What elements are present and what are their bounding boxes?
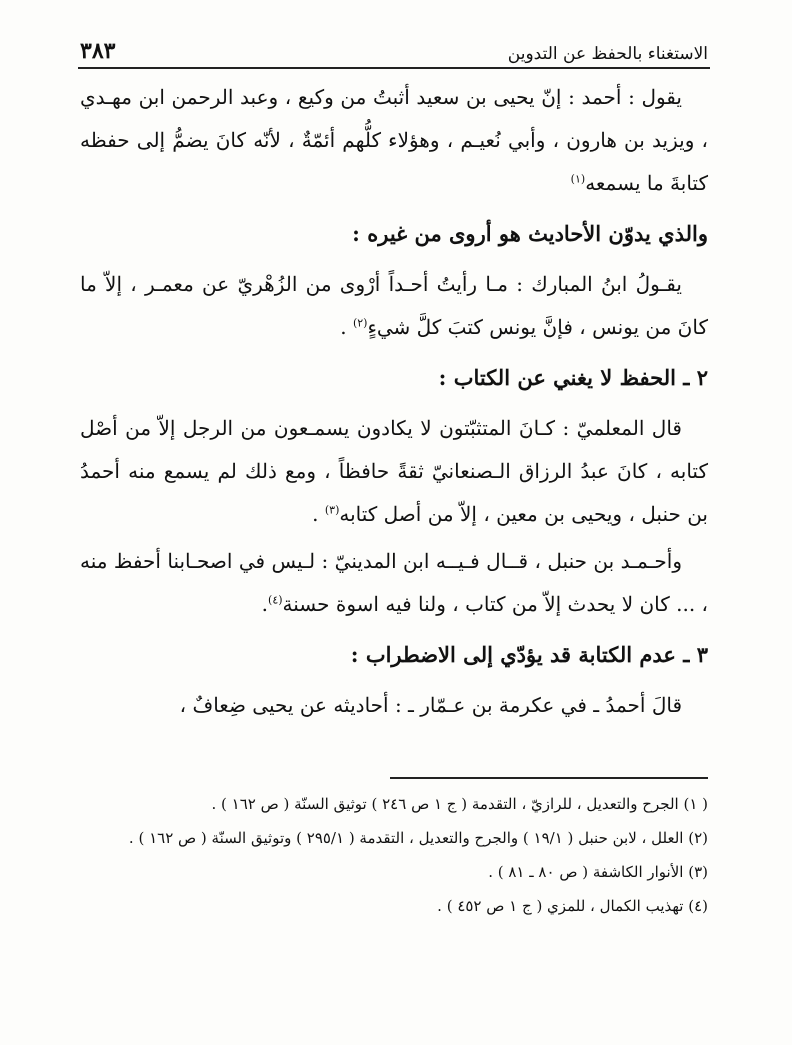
paragraph-4: [80, 540, 708, 626]
paragraph-5: قالَ أحمدُ ـ في عكرمة بن عـمّار ـ : أحاديثه عن يحيى ضِعافٌ ،: [179, 693, 682, 717]
header-divider: [78, 67, 710, 69]
paragraph-4-end: .: [261, 592, 269, 616]
footnote-ref-3[interactable]: (٣): [324, 503, 340, 517]
section-heading-2-text: الحفظ لا يغني عن الكتاب :: [438, 365, 676, 390]
paragraph-3: [80, 407, 708, 536]
running-header: [80, 30, 708, 64]
section-heading-1: والذي يدوّن الأحاديث هو أروى من غيره :: [352, 221, 708, 246]
footnote-ref-1[interactable]: (١): [570, 172, 586, 186]
paragraph-2-end: .: [340, 315, 353, 339]
section-heading-2: [80, 353, 708, 403]
paragraph-2: [80, 263, 708, 349]
page-number: ٣٨٣: [80, 38, 116, 64]
paragraph-1: [80, 76, 708, 205]
paragraph-4-text: وأحـمـد بن حنبل ، قــال فـيــه ابن المدينيّ : لـيس في اصحـابنا أحفظ منه ، ... كان لا يحدث إلاّ من كتاب ، ولنا فيه اسوة حسنة: [80, 549, 708, 616]
section-heading-3-text: عدم الكتابة قد يؤدّي إلى الاضطراب :: [350, 642, 676, 667]
page-body: [80, 76, 708, 731]
paragraph-1-text: يقول : أحمد : إنّ يحيى بن سعيد أثبتُ من وكيع ، وعبد الرحمن ابن مهـدي ، ويزيد بن هارون ، وأبي نُعيـم ، وهؤلاء كلُّهم أئمّةٌ ، لأنّه كانَ يضمُّ إلى حفظه كتابةَ ما يسمعه: [80, 85, 708, 195]
footnote-ref-2[interactable]: (٢): [352, 316, 368, 330]
footnotes: [80, 790, 708, 926]
paragraph-3-end: .: [312, 502, 325, 526]
footnote-1: ( ١) الجرح والتعديل ، للرازيّ ، التقدمة ( ج ١ ص ٢٤٦ ) توثيق السنّة ( ص ١٦٢ ) .: [211, 795, 708, 813]
paragraph-3-text: قال المعلميّ : كـانَ المتثبّتون لا يكادون يسمـعون من الرجل إلاّ من أصْل كتابه ، كانَ عبدُ الرزاق الـصنعانيّ ثقةً حافظاً ، ومع ذلك لم يسمع منه أحمدُ بن حنبل ، ويحيى بن معين ، إلاّ من أصل كتابه: [80, 416, 708, 526]
section-heading-3-number: ٣ ـ: [683, 642, 708, 667]
footnote-divider: [390, 777, 708, 779]
section-heading-2-number: ٢ ـ: [683, 365, 708, 390]
paragraph-2-text: يقـولُ ابنُ المبارك : مـا رأيتُ أحـداً أرْوى من الزُهْريّ عن معمـر ، إلاّ ما كانَ من يونس ، فإنَّ يونس كتبَ كلَّ شيءٍ: [80, 272, 708, 339]
section-heading-3: [80, 630, 708, 680]
footnote-3: (٣) الأنوار الكاشفة ( ص ٨٠ ـ ٨١ ) .: [488, 863, 708, 881]
footnote-4: (٤) تهذيب الكمال ، للمزي ( ج ١ ص ٤٥٢ ) .: [437, 897, 708, 915]
footnote-2: (٢) العلل ، لابن حنبل ( ١٩/١ ) والجرح والتعديل ، التقدمة ( ٢٩٥/١ ) وتوثيق السنّة ( ص ١٦٢ ) .: [128, 829, 708, 847]
footnote-ref-4[interactable]: (٤): [268, 593, 283, 607]
running-title: الاستغناء بالحفظ عن التدوين: [507, 44, 708, 64]
